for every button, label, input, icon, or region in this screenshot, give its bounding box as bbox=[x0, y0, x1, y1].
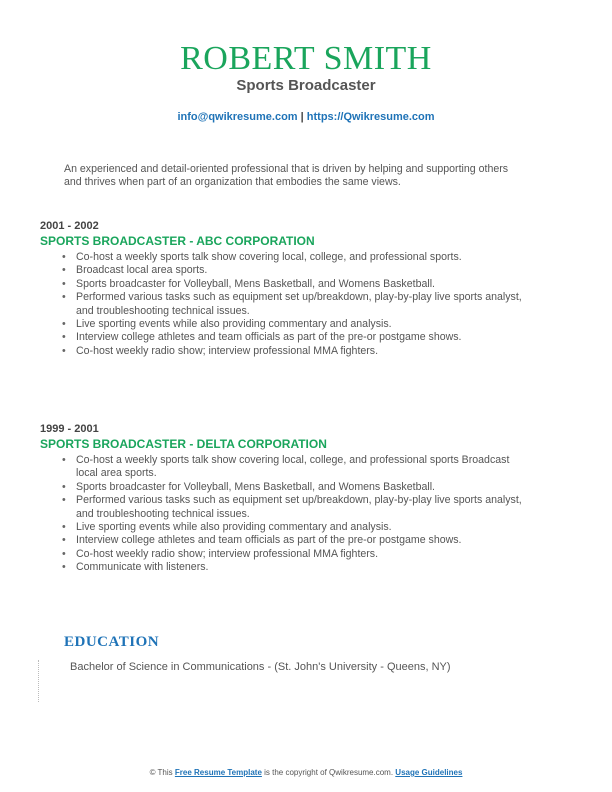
job-bullets bbox=[40, 251, 540, 358]
footer-middle: is the copyright of Qwikresume.com. bbox=[264, 768, 394, 777]
education-divider bbox=[38, 660, 39, 702]
candidate-title: Sports Broadcaster bbox=[236, 77, 376, 94]
usage-guidelines-link[interactable]: Usage Guidelines bbox=[395, 768, 463, 777]
free-resume-template-link[interactable]: Free Resume Template bbox=[174, 768, 262, 777]
job-title: SPORTS BROADCASTER - DELTA CORPORATION bbox=[40, 437, 327, 451]
list-item: • Broadcast local area sports. bbox=[76, 264, 540, 277]
list-item: • Co-host a weekly sports talk show covering local, college, and professional sports Broadcast local area sports. bbox=[76, 454, 540, 481]
list-item: • Co-host a weekly sports talk show covering local, college, and professional sports. bbox=[76, 251, 540, 264]
candidate-name: ROBERT SMITH bbox=[180, 40, 432, 77]
footer-prefix: © This bbox=[149, 768, 173, 777]
job-bullets bbox=[40, 454, 540, 575]
job-dates: 2001 - 2002 bbox=[40, 220, 99, 232]
list-item: • Co-host weekly radio show; interview professional MMA fighters. bbox=[76, 548, 540, 561]
contact-line bbox=[0, 111, 612, 123]
website-link[interactable]: https://Qwikresume.com bbox=[306, 111, 435, 123]
job-dates: 1999 - 2001 bbox=[40, 423, 99, 435]
list-item: • Live sporting events while also providing commentary and analysis. bbox=[76, 318, 540, 331]
list-item: • Sports broadcaster for Volleyball, Mens Basketball, and Womens Basketball. bbox=[76, 278, 540, 291]
experience-entry bbox=[40, 423, 540, 575]
summary-paragraph: An experienced and detail-oriented professional that is driven by helping and supporting others and thrives when part of an organization that embodies the same views. bbox=[64, 163, 509, 188]
list-item: • Communicate with listeners. bbox=[76, 561, 540, 574]
email-link[interactable]: info@qwikresume.com bbox=[177, 111, 298, 123]
education-heading: EDUCATION bbox=[64, 634, 160, 650]
list-item: • Live sporting events while also providing commentary and analysis. bbox=[76, 521, 540, 534]
list-item: • Performed various tasks such as equipment set up/breakdown, play-by-play live sports analyst, and troubleshooting technical issues. bbox=[76, 494, 540, 521]
list-item: • Interview college athletes and team officials as part of the pre-or postgame shows. bbox=[76, 534, 540, 547]
list-item: • Co-host weekly radio show; interview professional MMA fighters. bbox=[76, 345, 540, 358]
list-item: • Sports broadcaster for Volleyball, Mens Basketball, and Womens Basketball. bbox=[76, 481, 540, 494]
experience-entry bbox=[40, 220, 540, 358]
job-title: SPORTS BROADCASTER - ABC CORPORATION bbox=[40, 234, 315, 248]
education-entry: Bachelor of Science in Communications - (St. John's University - Queens, NY) bbox=[70, 661, 451, 673]
contact-separator: | bbox=[300, 111, 304, 123]
list-item: • Interview college athletes and team officials as part of the pre-or postgame shows. bbox=[76, 331, 540, 344]
copyright-footer bbox=[0, 768, 612, 777]
list-item: • Performed various tasks such as equipment set up/breakdown, play-by-play live sports analyst, and troubleshooting technical issues. bbox=[76, 291, 540, 318]
